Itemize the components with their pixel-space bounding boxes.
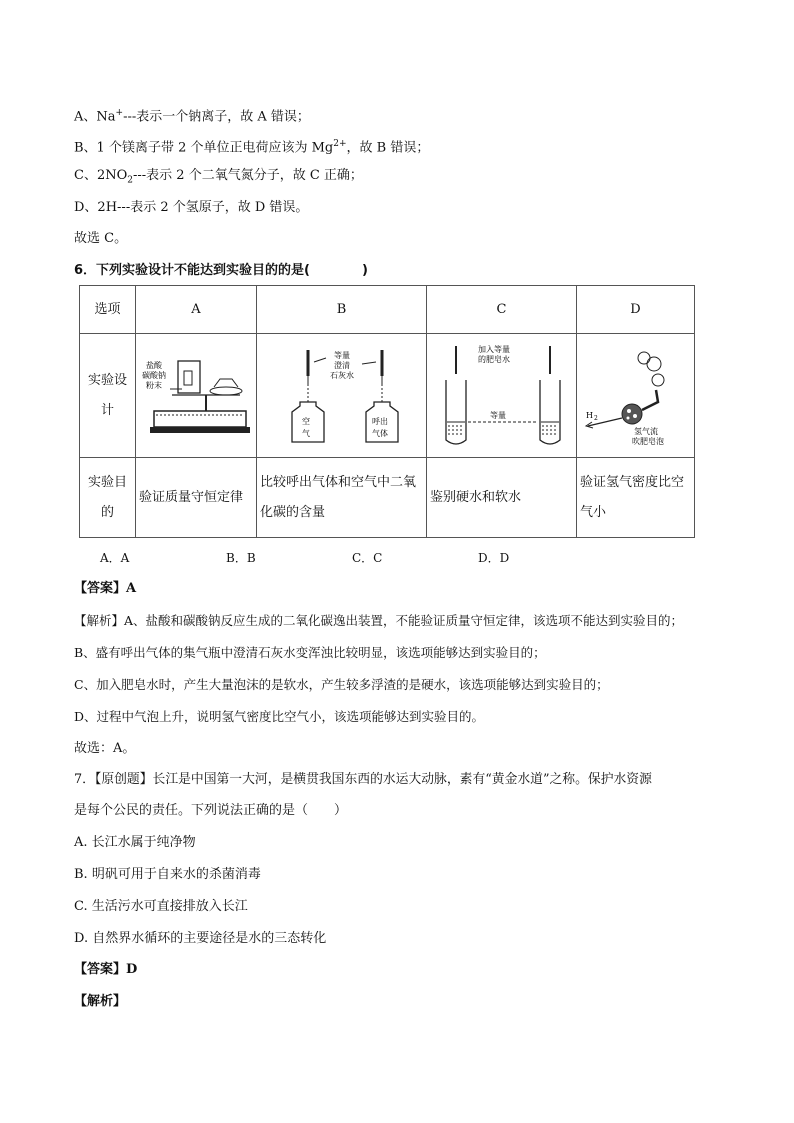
design-a <box>136 334 257 458</box>
q6-choice: 故选：A。 <box>74 741 136 756</box>
fig-a-label: 盐酸 <box>146 360 162 370</box>
fig-d-label: 氢气流 <box>633 426 658 436</box>
q6-choice-a: A．A <box>100 551 130 565</box>
limewater-figure <box>262 346 422 446</box>
row-label-design: 实验设计 <box>80 334 136 458</box>
q6-choice-d: D．D <box>478 551 510 565</box>
q6-analysis-a: 【解析】A、盐酸和碳酸钠反应生成的二氧化碳逸出装置，不能验证质量守恒定律，该选项不能达到实验目的； <box>74 613 684 628</box>
design-d <box>577 334 695 458</box>
fig-b-label: 呼出 <box>371 416 388 426</box>
goal-d: 验证氢气密度比空气小 <box>577 458 695 538</box>
q7-stem-line2: 是每个公民的责任。下列说法正确的是（ ） <box>74 803 348 818</box>
experiment-table <box>79 285 695 538</box>
balance-figure <box>140 351 252 441</box>
design-b <box>257 334 427 458</box>
q7-answer: 【答案】D <box>74 962 138 977</box>
fig-b-label: 等量 <box>333 350 350 360</box>
q7-option-b: B. 明矾可用于自来水的杀菌消毒 <box>74 867 261 882</box>
row-label-goal: 实验目的 <box>80 458 136 538</box>
fig-b-label: 石灰水 <box>329 370 354 380</box>
fig-a-label: 碳酸钠 <box>142 370 166 380</box>
prev-option-d: D、2H---表示 2 个氢原子，故 D 错误。 <box>74 200 309 215</box>
fig-b-label: 气体 <box>371 428 388 438</box>
prev-option-b: B、1 个镁离子带 2 个单位正电荷应该为 $Mg^{2+}$，故 B 错误； <box>74 139 430 156</box>
q6-stem: 6．下列实验设计不能达到实验目的的是( ) <box>74 263 368 278</box>
q6-answer: 【答案】A <box>74 581 137 596</box>
header-b: B <box>257 286 427 334</box>
fig-a-label: 粉末 <box>146 380 162 390</box>
q7-stem-line1: 7．【原创题】长江是中国第一大河，是横贯我国东西的水运大动脉，素有“黄金水道”之称。保护水资源 <box>74 772 652 787</box>
header-a: A <box>136 286 257 334</box>
q7-analysis: 【解析】 <box>74 994 127 1009</box>
q7-option-a: A. 长江水属于纯净物 <box>74 835 196 850</box>
goal-b: 比较呼出气体和空气中二氧化碳的含量 <box>257 458 427 538</box>
q7-option-d: D. 自然界水循环的主要途径是水的三态转化 <box>74 931 327 946</box>
fig-c-label: 加入等量 <box>477 344 510 354</box>
fig-d-label: 2 <box>593 414 598 422</box>
fig-b-label: 空 <box>301 416 310 426</box>
header-option: 选项 <box>80 286 136 334</box>
goal-a: 验证质量守恒定律 <box>136 458 257 538</box>
q6-choice-c: C．C <box>352 551 383 565</box>
design-c <box>427 334 577 458</box>
fig-c-label: 等量 <box>489 410 506 420</box>
fig-b-label: 气 <box>301 428 310 438</box>
q6-analysis-d: D、过程中气泡上升，说明氢气密度比空气小，该选项能够达到实验目的。 <box>74 709 485 724</box>
prev-option-c: C、$2NO_2---$表示 2 个二氧气氮分子，故 C 正确； <box>74 168 363 186</box>
q7-option-c: C. 生活污水可直接排放入长江 <box>74 899 248 914</box>
fig-c-label: 的肥皂水 <box>477 354 510 364</box>
fig-b-label: 澄清 <box>333 360 350 370</box>
prev-option-a: A、Na+---表示一个钠离子，故 A 错误； <box>74 108 310 125</box>
fig-d-label: H <box>585 410 593 420</box>
header-d: D <box>577 286 695 334</box>
q6-analysis-b: B、盛有呼出气体的集气瓶中澄清石灰水变浑浊比较明显，该选项能够达到实验目的； <box>74 645 546 660</box>
q6-choice-b: B．B <box>226 551 256 565</box>
fig-d-label: 吹肥皂泡 <box>631 436 664 446</box>
hydrogen-bubbles-figure <box>582 346 690 446</box>
goal-c: 鉴别硬水和软水 <box>427 458 577 538</box>
prev-choice: 故选 C。 <box>74 231 128 246</box>
header-c: C <box>427 286 577 334</box>
q6-analysis-c: C、加入肥皂水时，产生大量泡沫的是软水，产生较多浮渣的是硬水，该选项能够达到实验目的； <box>74 677 609 692</box>
test-tubes-figure <box>432 342 572 450</box>
